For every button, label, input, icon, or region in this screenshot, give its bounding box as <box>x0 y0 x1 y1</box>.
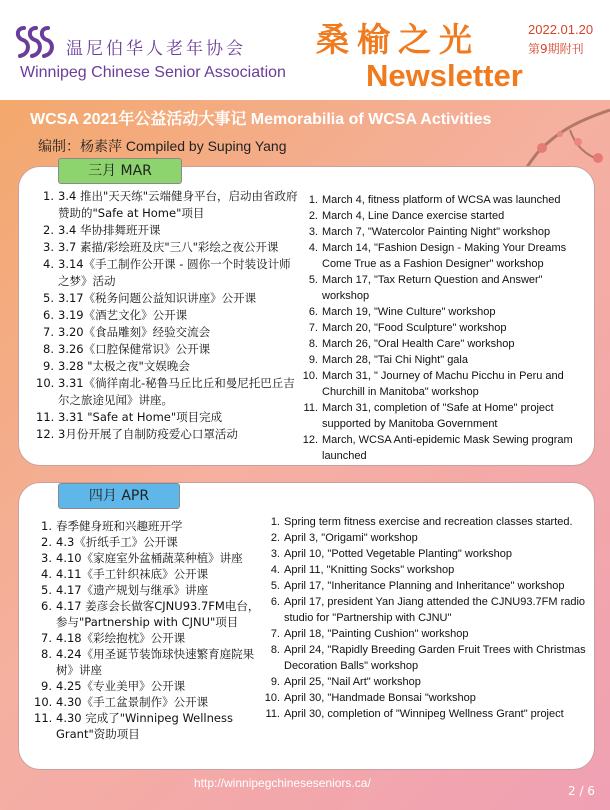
list-item: 8. 3.26《口腔保健常识》公开课 <box>43 342 211 356</box>
page-number: 2 / 6 <box>568 784 595 798</box>
newsletter-header <box>0 0 610 100</box>
april-tab: 四月 APR <box>58 483 180 509</box>
issue-date: 2022.01.20 <box>528 22 594 37</box>
newsletter-body <box>0 100 610 810</box>
list-item: 12. 3月份开展了自制防疫爱心口罩活动 <box>36 427 238 441</box>
march-english-list <box>300 192 590 464</box>
list-item: 4. 4.11《手工针织袜底》公开课 <box>41 567 209 581</box>
april-english-list <box>262 514 592 722</box>
list-item: 3. 3.7 素描/彩绘班及庆"三八"彩绘之夜公开课 <box>43 240 279 254</box>
list-item: 6. March 19, "Wine Culture" workshop <box>308 306 496 318</box>
list-item: 8. 4.24《用圣诞节装饰球快速繁育庭院果树》讲座 <box>41 647 255 677</box>
list-item: 6. 4.17 姜彦会长做客CJNU93.7FM电台，参与"Partnership with CJNU"项目 <box>41 599 260 629</box>
list-item: 6. April 17, president Yan Jiang attended the CJNU93.7FM radio studio for "Partnership with CJNU" <box>270 596 586 624</box>
list-item: 7. March 20, "Food Sculpture" workshop <box>308 322 507 334</box>
list-item: 4. 3.14《手工制作公开课 - 圆你一个时装设计师之梦》活动 <box>43 257 291 288</box>
list-item: 2. April 3, "Origami" workshop <box>270 532 418 544</box>
newsletter-brand-chinese: 桑榆之光 <box>316 20 480 59</box>
list-item: 10. 4.30《手工盆景制作》公开课 <box>34 695 209 709</box>
website-link[interactable]: http://winnipegchineseseniors.ca/ <box>194 776 371 790</box>
list-item: 1. 3.4 推出"天天练"云端健身平台，启动由省政府赞助的"Safe at Home"项目 <box>43 189 298 220</box>
list-item: 2. 4.3《折纸手工》公开课 <box>41 535 178 549</box>
list-item: 2. March 4, Line Dance exercise started <box>308 210 505 222</box>
list-item: 7. 3.20《食品雕刻》经验交流会 <box>43 325 211 339</box>
list-item: 5. 4.17《遗产规划与继承》讲座 <box>41 583 209 597</box>
list-item: 9. April 25, "Nail Art" workshop <box>270 676 421 688</box>
list-item: 6. 3.19《酒艺文化》公开课 <box>43 308 188 322</box>
list-item: 2. 3.4 华协排舞班开课 <box>43 223 161 237</box>
list-item: 10. 3.31《徜徉南北-秘鲁马丘比丘和曼尼托巴丘吉尔之旅途见闻》讲座。 <box>36 376 295 407</box>
list-item: 3. 4.10《家庭室外盆桶蔬菜种植》讲座 <box>41 551 243 565</box>
list-item: 7. April 18, "Painting Cushion" workshop <box>270 628 469 640</box>
list-item: 10. March 31, " Journey of Machu Picchu in Peru and Churchill in Manitoba" workshop <box>302 370 564 398</box>
list-item: 10. April 30, "Handmade Bonsai "workshop <box>264 692 476 704</box>
list-item: 5. March 17, "Tax Return Question and Answer" workshop <box>308 274 543 302</box>
compiler-credit: 编制：杨素萍 Compiled by Suping Yang <box>38 138 287 154</box>
april-chinese-list <box>34 518 260 742</box>
list-item: 4. April 11, "Knitting Socks" workshop <box>270 564 455 576</box>
list-item: 11. March 31, completion of "Safe at Home" project supported by Manitoba Government <box>303 402 554 430</box>
org-name-chinese: 温尼伯华人老年协会 <box>66 39 246 59</box>
list-item: 11. 4.30 完成了"Winnipeg Wellness Grant"资助项目 <box>34 711 233 741</box>
list-item: 12. March, WCSA Anti-epidemic Mask Sewing program launched <box>302 434 573 462</box>
list-item: 8. March 26, "Oral Health Care" workshop <box>308 338 515 350</box>
list-item: 5. April 17, "Inheritance Planning and Inheritance" workshop <box>270 580 565 592</box>
three-s-swirl-logo-icon <box>12 22 58 62</box>
list-item: 11. 3.31 "Safe at Home"项目完成 <box>36 410 223 424</box>
list-item: 3. April 10, "Potted Vegetable Planting" workshop <box>270 548 512 560</box>
org-name-english: Winnipeg Chinese Senior Association <box>20 64 286 81</box>
page-title: WCSA 2021年公益活动大事记 Memorabilia of WCSA Activities <box>30 111 492 128</box>
march-chinese-list <box>36 188 298 443</box>
list-item: 9. 4.25《专业美甲》公开课 <box>41 679 186 693</box>
list-item: 11. April 30, completion of "Winnipeg Wellness Grant" project <box>265 708 564 720</box>
list-item: 9. 3.28 "太极之夜"文娱晚会 <box>43 359 190 373</box>
list-item: 8. April 24, "Rapidly Breeding Garden Fruit Trees with Christmas Decoration Balls" workshop <box>270 644 586 672</box>
list-item: 4. March 14, "Fashion Design - Making Your Dreams Come True as a Fashion Designer" workshop <box>308 242 567 270</box>
newsletter-brand-english: Newsletter <box>366 58 523 93</box>
list-item: 3. March 7, "Watercolor Painting Night" workshop <box>308 226 551 238</box>
list-item: 1. March 4, fitness platform of WCSA was launched <box>308 194 561 206</box>
list-item: 1. 春季健身班和兴趣班开学 <box>41 519 183 533</box>
list-item: 5. 3.17《税务问题公益知识讲座》公开课 <box>43 291 257 305</box>
issue-number: 第9期附刊 <box>528 42 584 56</box>
list-item: 9. March 28, "Tai Chi Night" gala <box>308 354 468 366</box>
list-item: 1. Spring term fitness exercise and recreation classes started. <box>270 516 573 528</box>
list-item: 7. 4.18《彩绘抱枕》公开课 <box>41 631 186 645</box>
march-tab: 三月 MAR <box>58 158 182 184</box>
